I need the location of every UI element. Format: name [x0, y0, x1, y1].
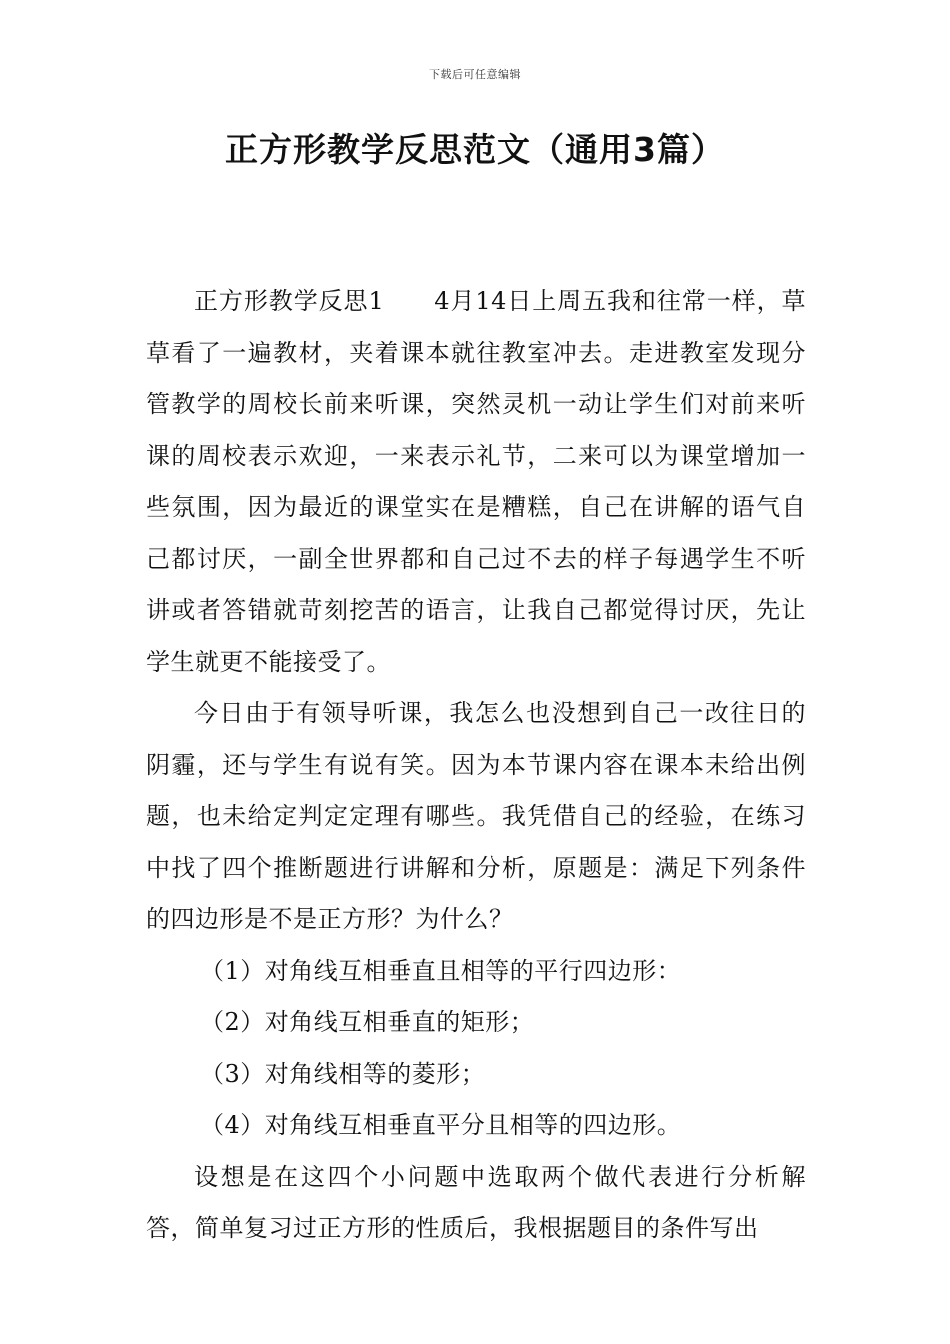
- list-item-3: （3）对角线相等的菱形；: [200, 1059, 486, 1088]
- list-item-1: （1）对角线互相垂直且相等的平行四边形：: [200, 956, 682, 985]
- paragraph-1-text: 4月14日上周五我和往常一样，草草看了一遍教材，夹着课本就往教室冲去。走进教室发现分管教学的周校长前来听课，突然灵机一动让学生们对前来听课的周校表示欢迎，一来表示礼节，二来可以为课堂增加一些氛围，因为最近的课堂实在是糟糕，自己在讲解的语气自己都讨厌，一副全世界都和自己过不去的样子每遇学生不听讲或者答错就苛刻挖苦的语言，让我自己都觉得讨厌，先让学生就更不能接受了。: [146, 287, 806, 676]
- section-heading: 正方形教学反思1: [194, 287, 385, 315]
- list-item-2: （2）对角线互相垂直的矩形；: [200, 1008, 535, 1036]
- paragraph-3: 设想是在这四个小问题中选取两个做代表进行分析解答，简单复习过正方形的性质后，我根据题目的条件写出: [146, 1162, 806, 1242]
- document-title: 正方形教学反思范文（通用3篇）: [225, 130, 725, 169]
- list-item-4: （4）对角线互相垂直平分且相等的四边形。: [200, 1111, 682, 1139]
- paragraph-2: 今日由于有领导听课，我怎么也没想到自己一改往日的阴霾，还与学生有说有笑。因为本节课内容在课本未给出例题，也未给定判定定理有哪些。我凭借自己的经验，在练习中找了四个推断题进行讲解和分析，原题是：满足下列条件的四边形是不是正方形？为什么？: [146, 699, 806, 933]
- paragraph-1: [146, 276, 806, 688]
- document-body: [146, 276, 806, 1255]
- header-note: 下载后可任意编辑: [429, 68, 521, 81]
